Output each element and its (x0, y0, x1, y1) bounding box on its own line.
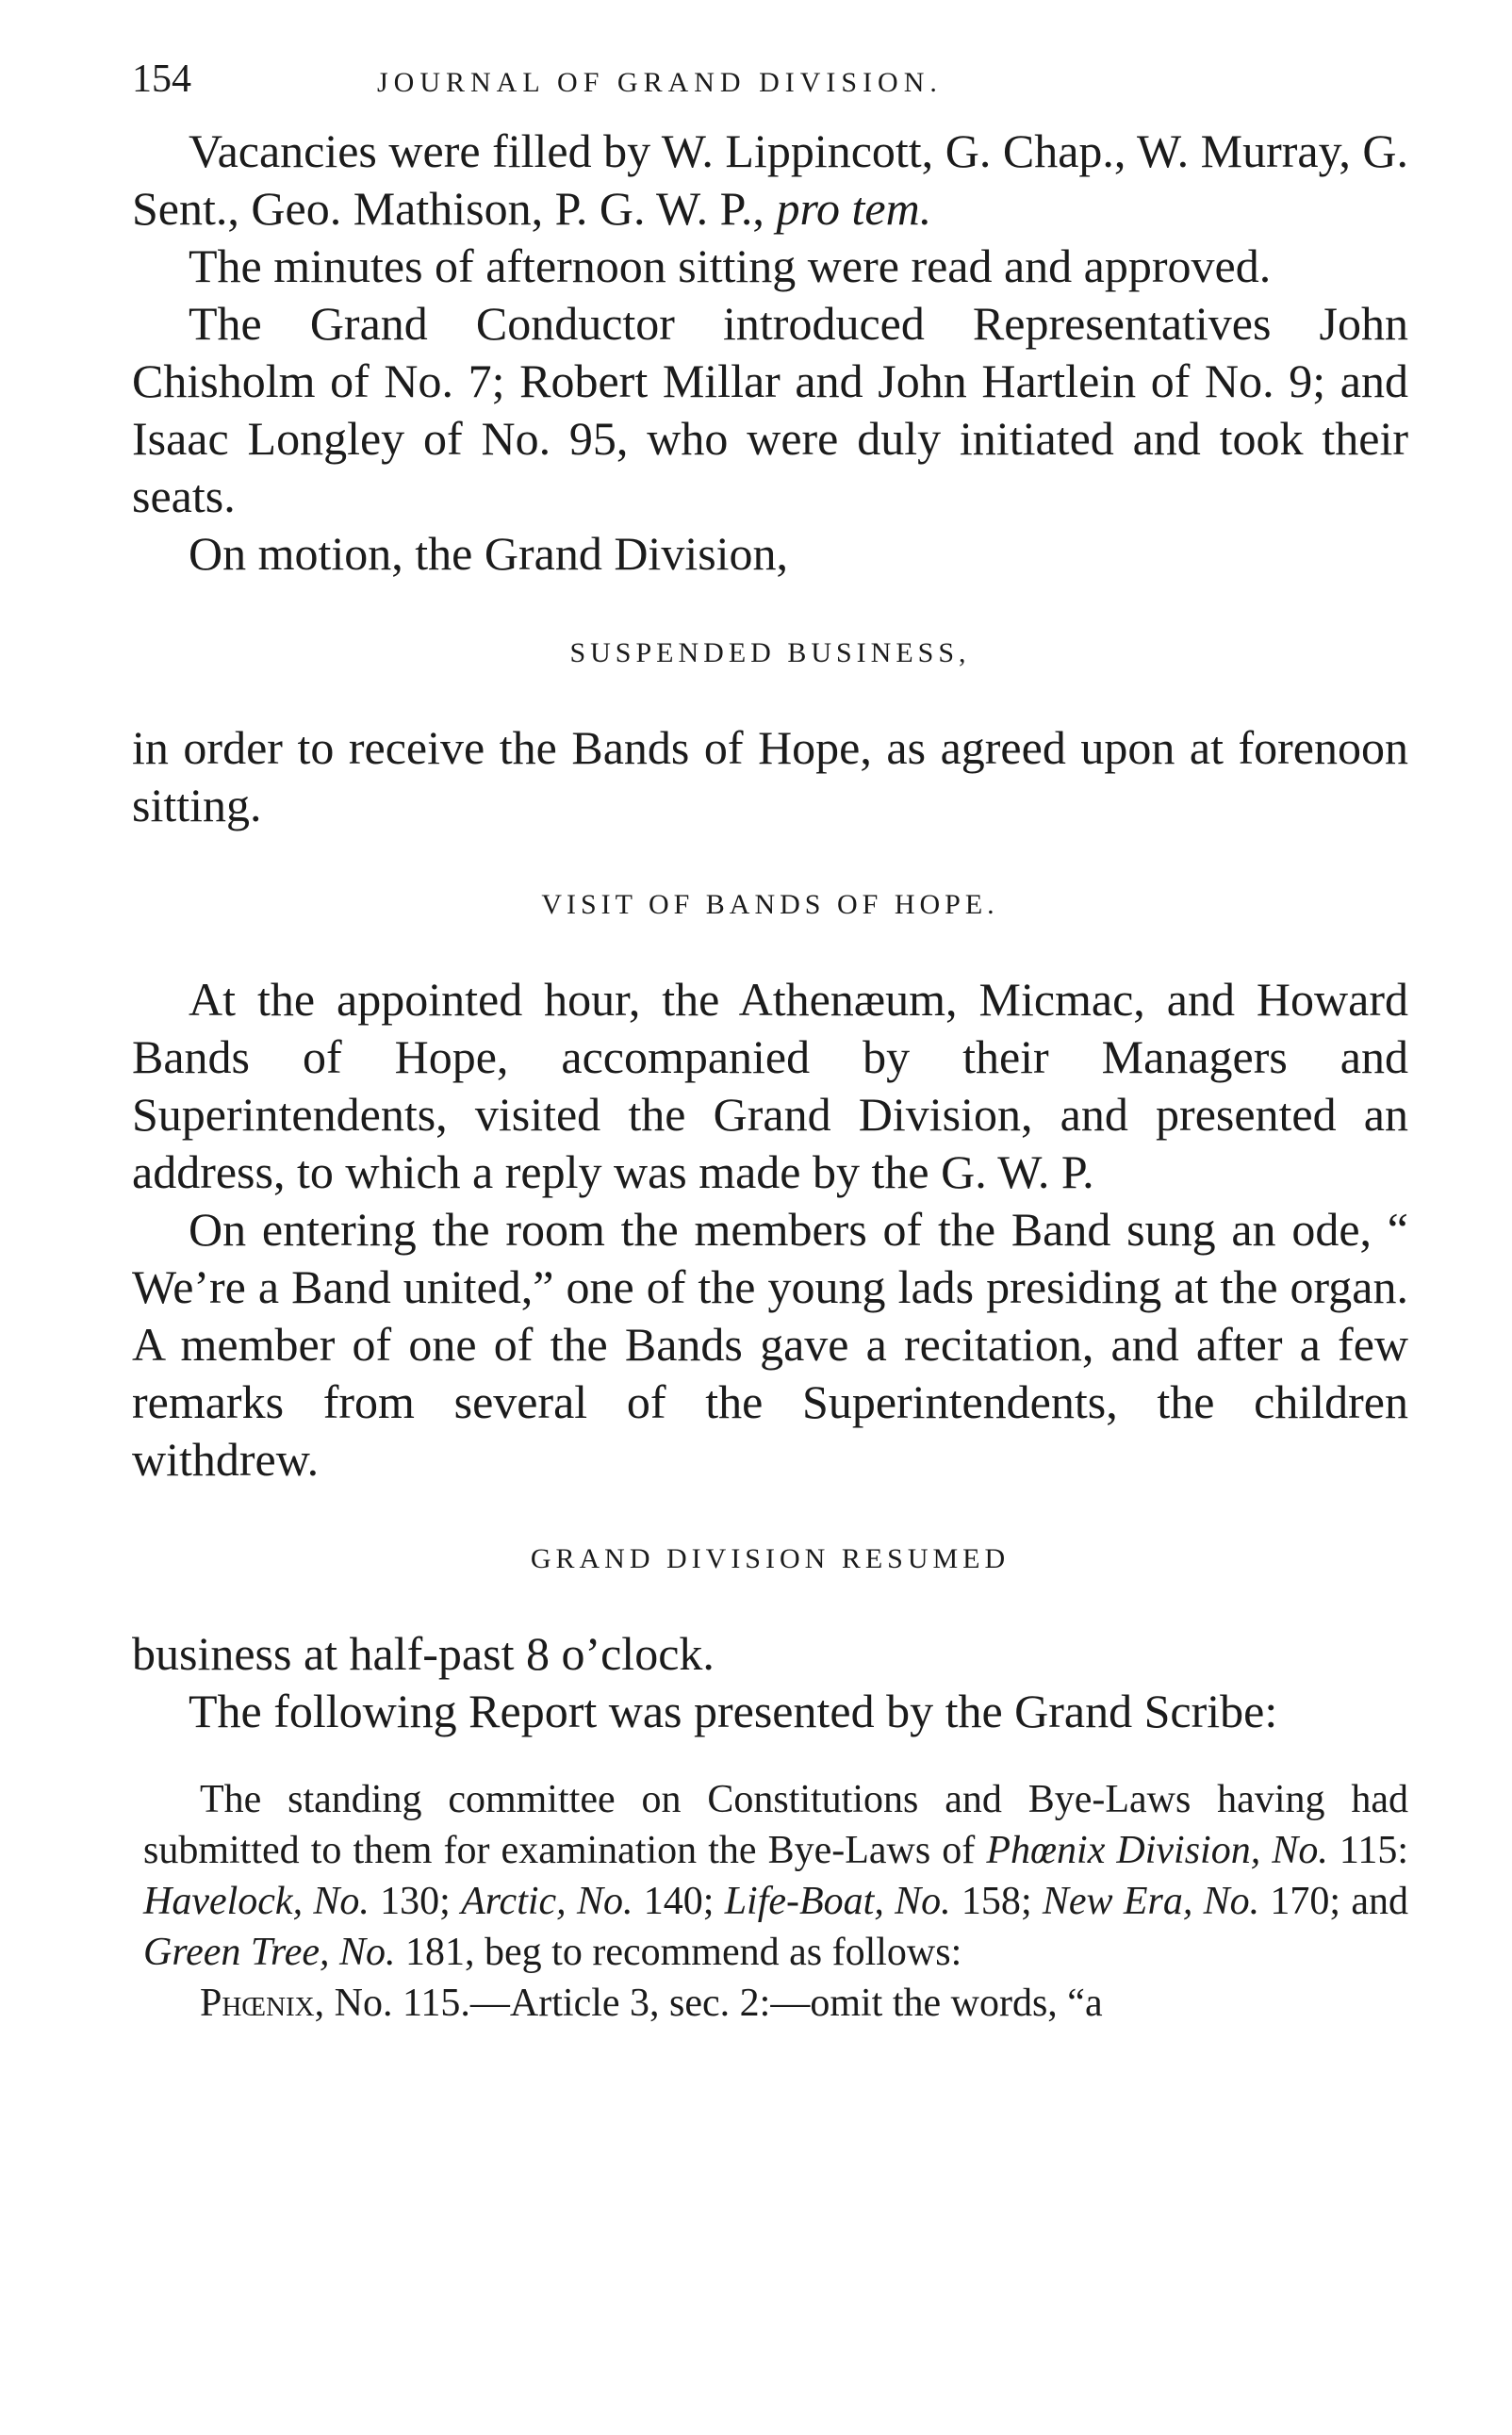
heading-division-resumed: GRAND DIVISION RESUMED (530, 1543, 1011, 1574)
phoenix-label: Phœnix (200, 1982, 315, 2025)
heading-suspended-business: SUSPENDED BUSINESS, (569, 637, 971, 668)
division-arctic-number: 140 (633, 1880, 703, 1923)
paragraph-vacancies (132, 123, 1408, 238)
division-arctic: Arctic, No. (461, 1880, 633, 1923)
division-life-boat-number: 158 (950, 1880, 1021, 1923)
division-life-boat: Life-Boat, No. (724, 1880, 951, 1923)
paragraph-motion: On motion, the Grand Division, (189, 527, 789, 580)
division-new-era-number: 170 (1259, 1880, 1330, 1923)
report-intro-text: The standing committee on Constitutions and Bye-Laws having had submitted to them for examination the Bye-Laws of (143, 1778, 1408, 1872)
division-havelock: Havelock, No. (143, 1880, 370, 1923)
vacancies-text: Vacancies were filled by W. Lippincott, G. Chap., W. Murray, G. Sent., Geo. Mathison, P. G. W. P., (132, 124, 1408, 235)
paragraph-conductor: The Grand Conductor introduced Representatives John Chisholm of No. 7; Robert Millar and John Hartlein of No. 9; and Isaac Longley of No. 95, who were duly initiated and took their seats. (132, 297, 1408, 522)
division-green-tree: Green Tree, No. (143, 1931, 396, 1974)
division-phoenix-number: 115 (1327, 1829, 1398, 1872)
division-green-tree-number: 181 (395, 1931, 466, 1974)
paragraph-resumed-business: business at half-past 8 o’clock. (132, 1627, 715, 1680)
paragraph-receive-bands: in order to receive the Bands of Hope, as agreed upon at forenoon sitting. (132, 721, 1408, 831)
pro-tem-text: pro tem. (776, 182, 932, 235)
paragraph-minutes: The minutes of afternoon sitting were read and approved. (189, 239, 1272, 292)
division-phoenix: Phœnix Division, No. (986, 1829, 1328, 1872)
report-closing: , beg to recommend as follows: (465, 1931, 962, 1974)
page-number: 154 (132, 58, 191, 101)
body-text (132, 123, 1408, 1740)
report-intro: The standing committee on Constitutions and Bye-Laws having had submitted to them for examination the Bye-Laws of Phœnix Division, No. 115: Havelock, No. 130; Arctic, No. 140; Life-Boat, No. 158; New Era, No. 170; and Green Tree, No. 181, beg to recommend as follows: (143, 1778, 1409, 1974)
paragraph-entering-room: On entering the room the members of the Band sung an ode, “ We’re a Band united,” one of the young lads presiding at the organ. A member of one of the Bands gave a recitation, and after a few remarks from several of the Superintendents, the children withdrew. (132, 1203, 1408, 1486)
division-new-era: New Era, No. (1042, 1880, 1260, 1923)
paragraph-following-report: The following Report was presented by the Grand Scribe: (189, 1685, 1278, 1737)
division-havelock-number: 130 (369, 1880, 440, 1923)
paragraph-appointed-hour: At the appointed hour, the Athenæum, Micmac, and Howard Bands of Hope, accompanied by their Managers and Superintendents, visited the Grand Division, and presented an address, to which a reply was made by the G. W. P. (132, 973, 1408, 1198)
phoenix-article-text: , No. 115.—Article 3, sec. 2:—omit the words, “a (314, 1982, 1103, 2025)
page-header (132, 57, 1408, 123)
heading-visit-bands: VISIT OF BANDS OF HOPE. (541, 889, 999, 920)
running-title: JOURNAL OF GRAND DIVISION. (377, 67, 943, 98)
committee-report (143, 1774, 1408, 2029)
report-phoenix-article (143, 1978, 1408, 2029)
